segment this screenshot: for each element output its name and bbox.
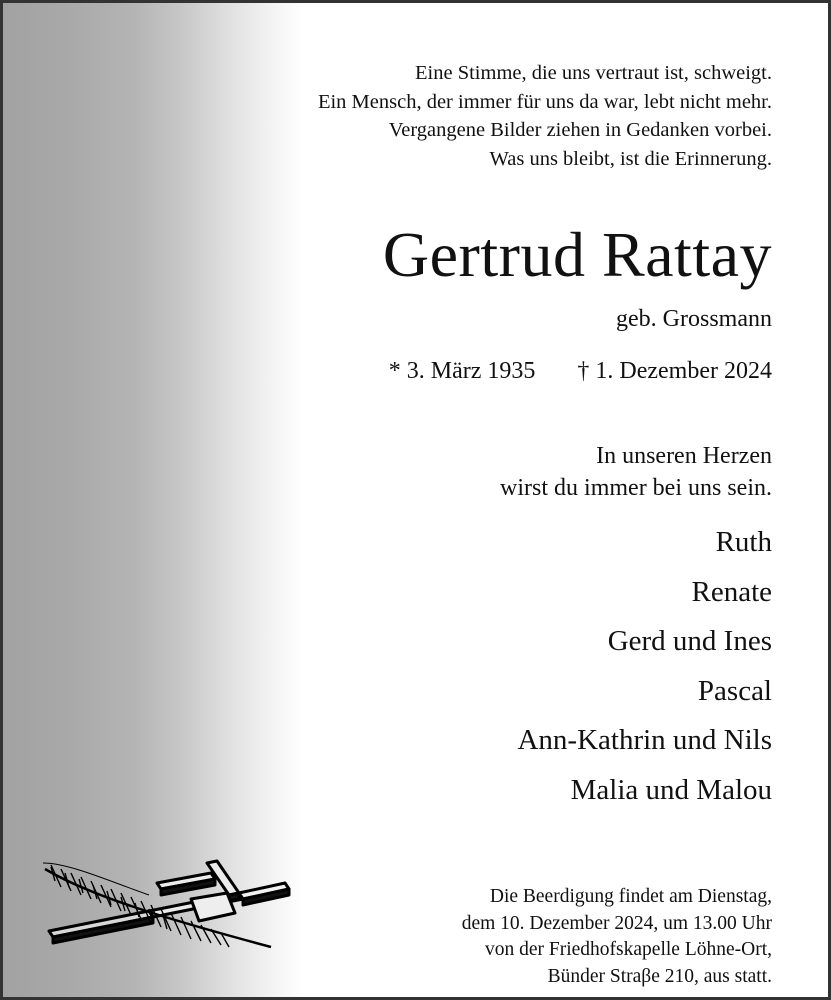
memorial-verse xyxy=(500,440,772,504)
maiden-name: geb. Grossmann xyxy=(616,306,772,332)
poem-line: Was uns bleibt, ist die Erinnerung. xyxy=(489,147,772,170)
life-dates xyxy=(389,358,772,385)
mourner: Malia und Malou xyxy=(570,773,772,806)
funeral-line: von der Friedhofskapelle Löhne-Ort, xyxy=(485,939,772,960)
funeral-line: Die Beerdigung findet am Dienstag, xyxy=(489,886,772,907)
mourner: Pascal xyxy=(697,674,772,707)
mourner: Gerd und Ines xyxy=(607,625,772,657)
deceased-name: Gertrud Rattay xyxy=(382,219,772,290)
birth-date: * 3. März 1935 xyxy=(388,358,536,384)
mourner: Renate xyxy=(691,575,772,608)
mourners-list xyxy=(517,518,772,815)
verse-line: wirst du immer bei uns sein. xyxy=(500,475,772,501)
verse-line: In unseren Herzen xyxy=(596,443,772,469)
poem-line: Eine Stimme, die uns vertraut ist, schweigt. xyxy=(415,62,772,84)
obituary-card xyxy=(3,3,828,997)
funeral-notice xyxy=(462,884,772,990)
poem-line: Ein Mensch, der immer für uns da war, lebt nicht mehr. xyxy=(317,90,772,113)
mourner: Ruth xyxy=(715,526,772,558)
poem-line: Vergangene Bilder ziehen in Gedanken vorbei. xyxy=(388,119,772,141)
mourner: Ann-Kathrin und Nils xyxy=(517,724,772,756)
poem xyxy=(318,59,772,173)
funeral-line: dem 10. Dezember 2024, um 13.00 Uhr xyxy=(461,912,772,934)
cross-with-palm-frond-icon xyxy=(39,855,299,959)
death-date: † 1. Dezember 2024 xyxy=(577,358,772,384)
funeral-line: Bünder Straβe 210, aus statt. xyxy=(547,965,772,987)
